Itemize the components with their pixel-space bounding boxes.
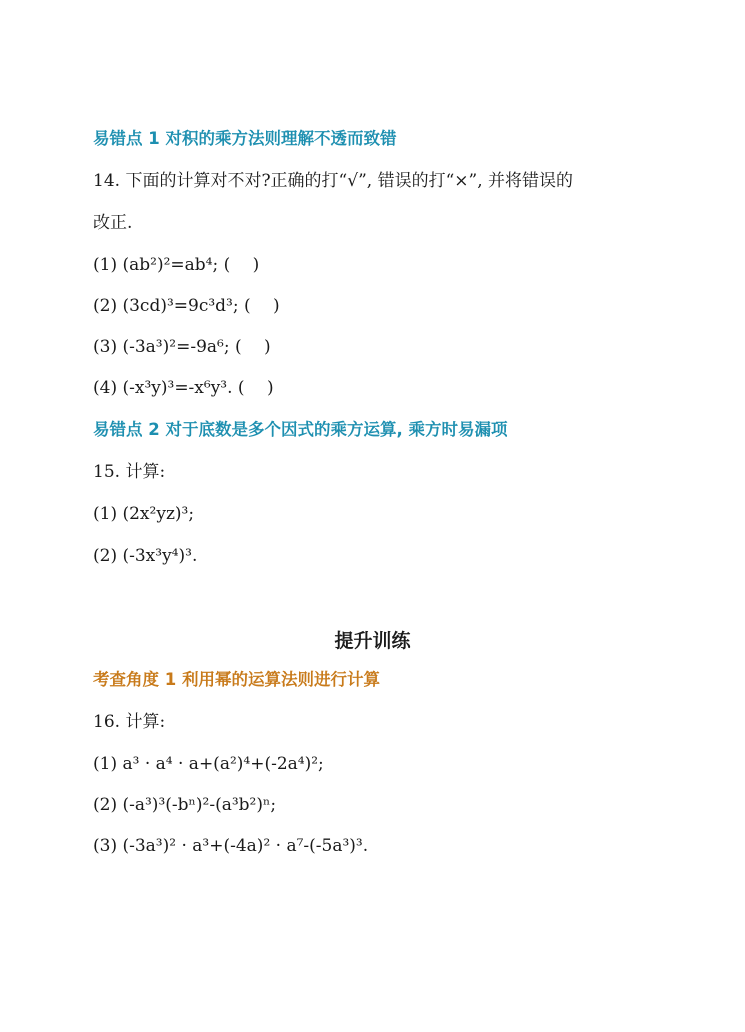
question-14-item-2: (2) (3cd)³=9c³d³; ( ) bbox=[93, 296, 280, 316]
section-title: 提升训练 bbox=[334, 630, 411, 652]
question-16-item-2: (2) (-a³)³(-bⁿ)²-(a³b²)ⁿ; bbox=[93, 795, 277, 815]
question-15-item-2: (2) (-3x³y⁴)³. bbox=[93, 546, 198, 566]
question-15-item-1: (1) (2x²yz)³; bbox=[93, 504, 195, 524]
question-14-line-1: 14. 下面的计算对不对?正确的打“√”, 错误的打“×”, 并将错误的 bbox=[93, 171, 574, 191]
question-15-title: 15. 计算: bbox=[93, 462, 166, 482]
question-14-item-1: (1) (ab²)²=ab⁴; ( ) bbox=[93, 255, 260, 275]
error-point-2-heading: 易错点 2 对于底数是多个因式的乘方运算, 乘方时易漏项 bbox=[93, 420, 508, 439]
exam-angle-1-heading: 考查角度 1 利用幂的运算法则进行计算 bbox=[93, 670, 380, 689]
question-14-item-4: (4) (-x³y)³=-x⁶y³. ( ) bbox=[93, 378, 274, 398]
question-16-item-1: (1) a³ · a⁴ · a+(a²)⁴+(-2a⁴)²; bbox=[93, 754, 324, 774]
question-14-line-2: 改正. bbox=[93, 213, 133, 233]
error-point-1-heading: 易错点 1 对积的乘方法则理解不透而致错 bbox=[93, 129, 397, 148]
question-16-title: 16. 计算: bbox=[93, 712, 166, 732]
question-14-item-3: (3) (-3a³)²=-9a⁶; ( ) bbox=[93, 337, 271, 357]
question-16-item-3: (3) (-3a³)² · a³+(-4a)² · a⁷-(-5a³)³. bbox=[93, 836, 369, 856]
